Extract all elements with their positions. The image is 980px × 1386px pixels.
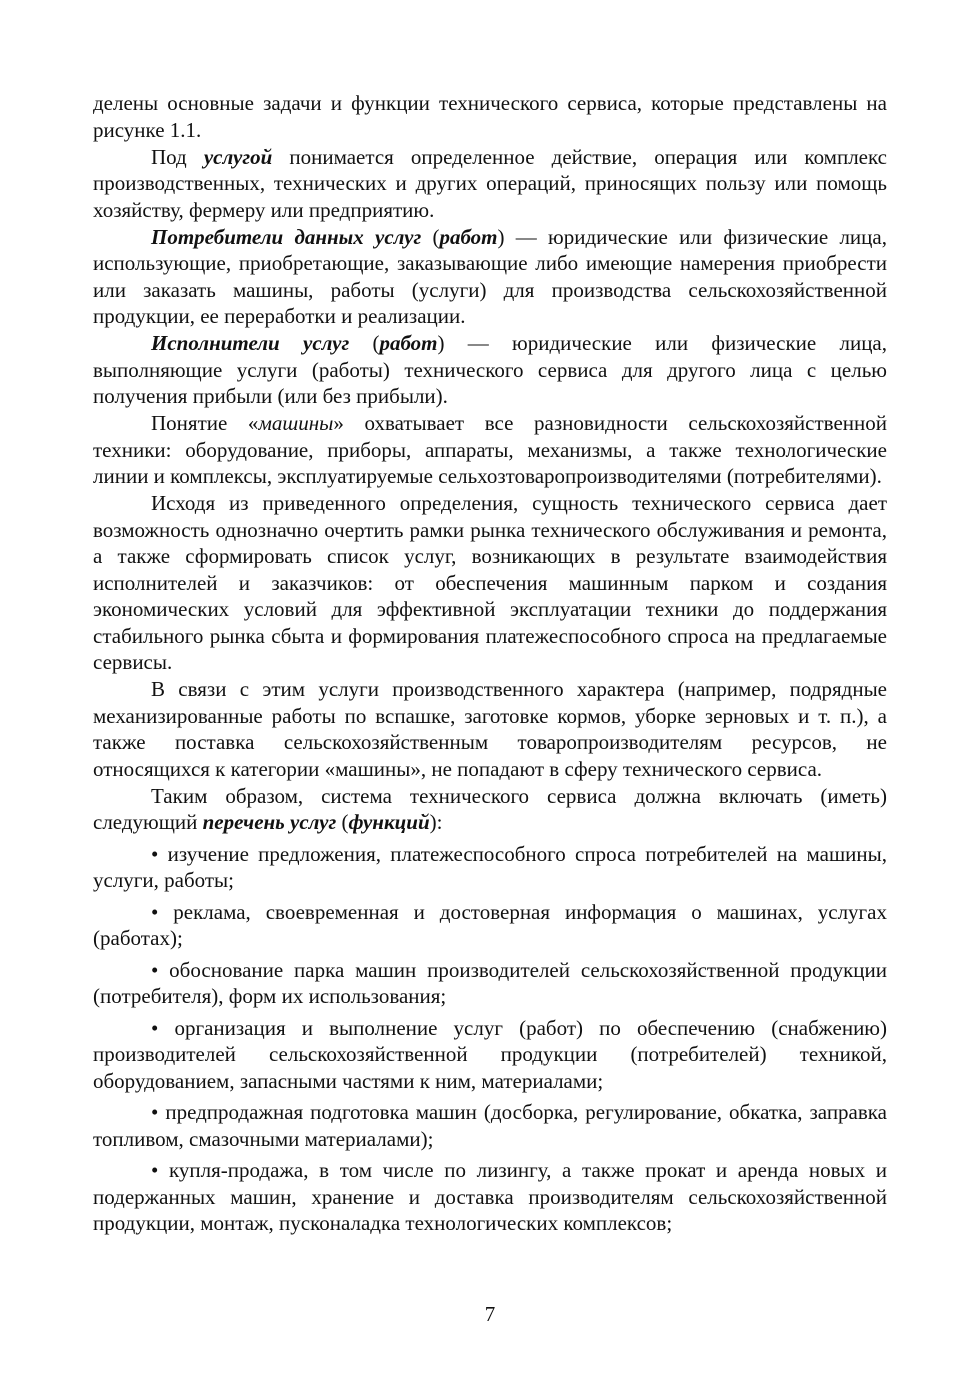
term-functions: функций xyxy=(348,810,430,834)
paragraph-essence: Исходя из приведенного определения, сущность технического сервиса дает возможность однозначно очертить рамки рынка технического обслуживания и ремонта, а также сформировать список услуг, возникающих в результате взаимодействия исполнителей и заказчиков: от обеспечения машинным парком и создания экономических условий для эффективной эксплуатации техники до поддержания стабильного рынка сбыта и формирования платежеспособного спроса на предлагаемые сервисы. xyxy=(93,491,887,674)
paragraph-production-services: В связи с этим услуги производственного характера (например, подрядные механизированные работы по вспашке, заготовке кормов, уборке зерновых и т. п.), а также поставка сельскохозяйственным товаропроизводителям ресурсов, не относящихся к категории «машины», не попадают в сферу технического сервиса. xyxy=(93,677,887,781)
text-run: ( xyxy=(421,224,440,249)
list-item: • купля-продажа, в том числе по лизингу, а также прокат и аренда новых и подержанных машин, хранение и доставка производителям сельскохозяйственной продукции, монтаж, пусконаладка технологических комплексов; xyxy=(93,1158,887,1235)
list-item: • обоснование парка машин производителей сельскохозяйственной продукции (потребителя), форм их использования; xyxy=(93,957,887,1008)
paragraph-consumers xyxy=(93,224,887,330)
text-run: Понятие « xyxy=(151,411,259,435)
paragraph-service-definition xyxy=(93,144,887,224)
text-run: ( xyxy=(336,810,349,834)
list-item: • изучение предложения, платежеспособного спроса потребителей на машины, услуги, работы; xyxy=(93,841,887,892)
term-works: работ xyxy=(379,331,438,355)
list-item: • реклама, своевременная и достоверная информация о машинах, услугах (работах); xyxy=(93,899,887,950)
page-body xyxy=(93,90,887,1237)
text-run: понимается определенное действие, операция или комплекс производственных, технических и других операций, приносящих пользу или помощь хозяйству, фермеру или предприятию. xyxy=(93,144,887,222)
paragraph-continuation: делены основные задачи и функции технического сервиса, которые представлены на рисунке 1.1. xyxy=(93,91,887,142)
list-item: • организация и выполнение услуг (работ) по обеспечению (снабжению) производителей сельскохозяйственной продукции (потребителей) техникой, оборудованием, запасными частями к ним, материалами; xyxy=(93,1015,887,1093)
text-run: ): xyxy=(429,810,443,834)
text-run: Таким образом, система технического сервиса должна включать (иметь) следующий xyxy=(93,783,887,834)
term-service: услугой xyxy=(203,144,273,169)
term-works: работ xyxy=(439,224,498,249)
text-run: ) — юридические или физические лица, выполняющие услуги (работы) технического сервиса для другого лица с целью получения прибыли (или без прибыли). xyxy=(93,331,888,408)
text-run: ( xyxy=(349,331,380,355)
term-executors: Исполнители услуг xyxy=(151,331,350,355)
text-run: Под xyxy=(151,144,204,169)
term-machines: машины xyxy=(258,411,334,435)
paragraph-service-list-intro xyxy=(93,783,887,836)
page-number: 7 xyxy=(484,1302,496,1326)
text-run: ) — юридические или физические лица, использующие, приобретающие, заказывающие либо имеющие намерения приобрести или заказать машины, работы (услуги) для производства сельскохозяйственной продукции, ее переработки и реализации. xyxy=(93,224,887,328)
term-service-list: перечень услуг xyxy=(202,810,337,834)
text-run: » охватывает все разновидности сельскохозяйственной техники: оборудование, приборы, аппараты, механизмы, а также технологические линии и комплексы, эксплуатируемые сельхозтоваропроизводителями (потребителями). xyxy=(93,411,887,488)
term-consumers: Потребители данных услуг xyxy=(151,224,422,249)
list-item: • предпродажная подготовка машин (досборка, регулирование, обкатка, заправка топливом, смазочными материалами); xyxy=(93,1100,887,1151)
paragraph-machines xyxy=(93,410,887,490)
paragraph-executors xyxy=(93,330,887,410)
